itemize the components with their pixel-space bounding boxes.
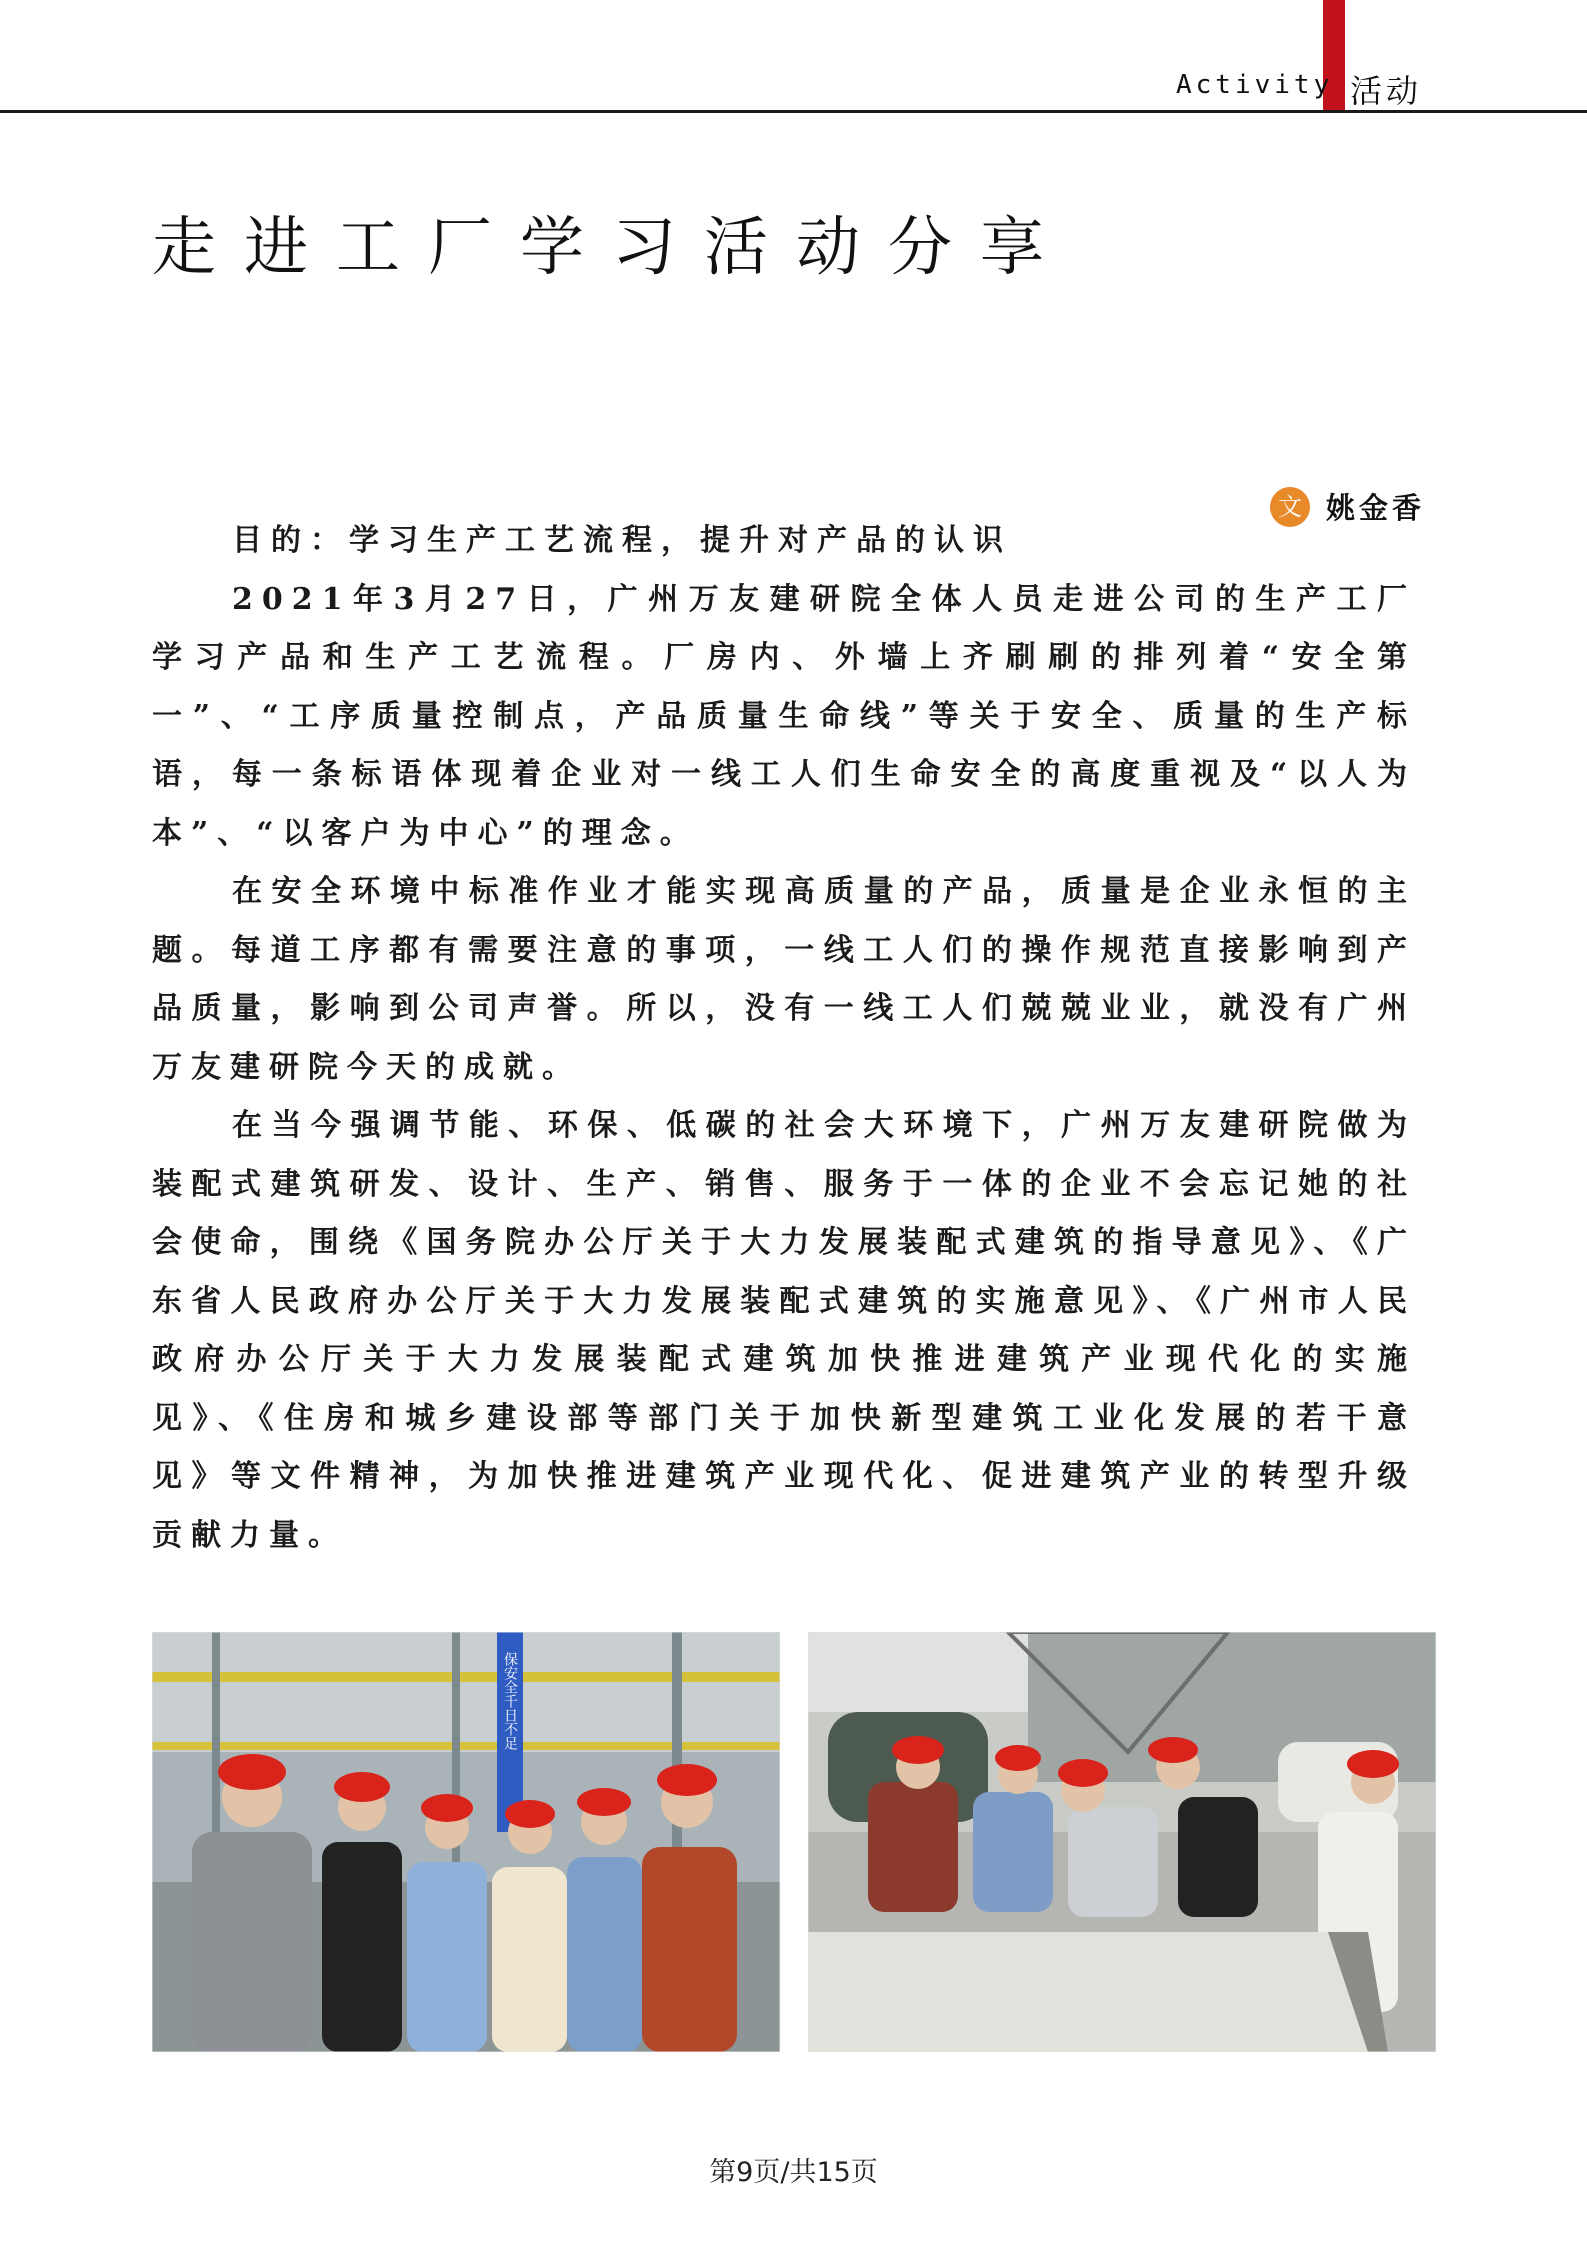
section-label-en: Activity xyxy=(1176,70,1334,100)
paragraph-purpose: 目的：学习生产工艺流程，提升对产品的认识 xyxy=(232,523,1012,558)
page-number: 第9页/共15页 xyxy=(709,2157,878,2188)
safety-banner-text: 保安全千日不足 xyxy=(502,1652,518,1750)
article-body xyxy=(152,512,1416,1565)
paragraph: 在安全环境中标准作业才能实现高质量的产品，质量是企业永恒的主题。每道工序都有需要注意的事项，一线工人们的操作规范直接影响到产品质量，影响到公司声誉。所以，没有一线工人们兢兢业业，就没有广州万友建研院今天的成就。 xyxy=(152,874,1416,1085)
photo-inspection xyxy=(808,1632,1436,2052)
section-label-zh: 活动 xyxy=(1350,72,1423,110)
article-title: 走进工厂学习活动分享 xyxy=(152,211,1072,285)
paragraph: 在当今强调节能、环保、低碳的社会大环境下，广州万友建研院做为装配式建筑研发、设计、生产、销售、服务于一体的企业不会忘记她的社会使命，围绕《国务院办公厅关于大力发展装配式建筑的指导意见》、《广东省人民政府办公厅关于大力发展装配式建筑的实施意见》、《广州市人民政府办公厅关于大力发展装配式建筑加快推进建筑产业现代化的实施见》、《住房和城乡建设部等部门关于加快新型建筑工业化发展的若干意见》等文件精神，为加快推进建筑产业现代化、促进建筑产业的转型升级贡献力量。 xyxy=(152,1108,1416,1553)
paragraph: 2021年3月27日，广州万友建研院全体人员走进公司的生产工厂学习产品和生产工艺流程。厂房内、外墙上齐刷刷的排列着“安全第一”、“工序质量控制点，产品质量生命线”等关于安全、质量的生产标语，每一条标语体现着企业对一线工人们生命安全的高度重视及“以人为本”、“以客户为中心”的理念。 xyxy=(152,581,1416,851)
photo-group-factory xyxy=(152,1632,780,2052)
author-name: 姚金香 xyxy=(1326,491,1426,525)
header-rule xyxy=(0,110,1587,113)
author-badge: 文 xyxy=(1270,487,1310,527)
